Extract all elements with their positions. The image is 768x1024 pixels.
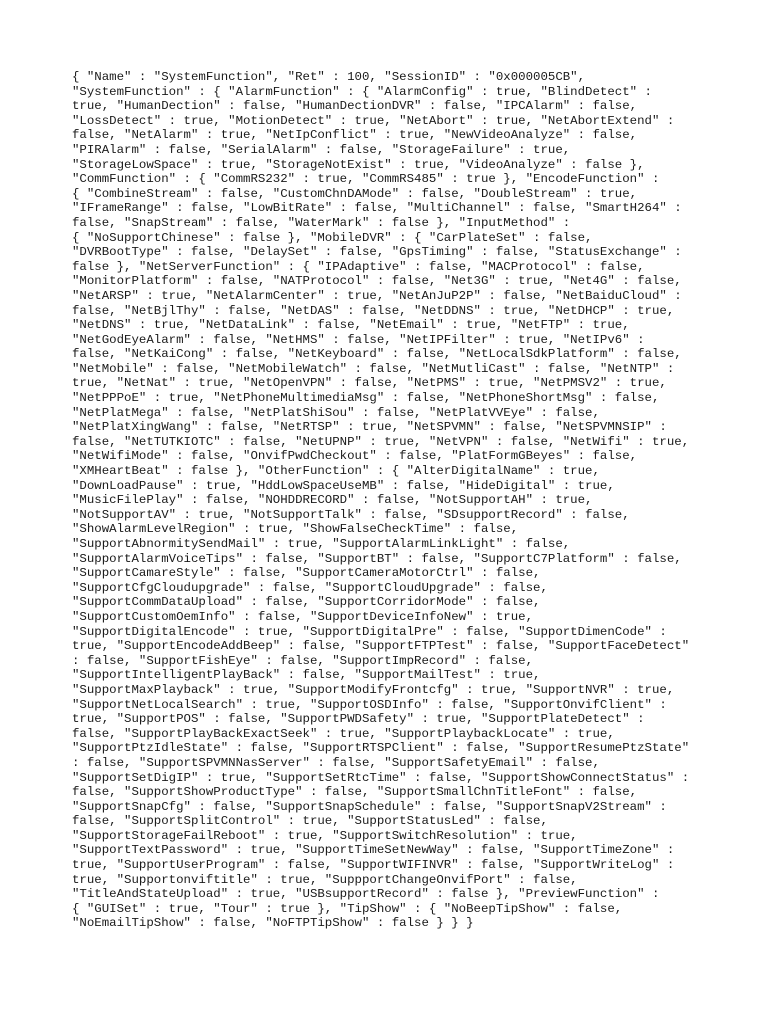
- text-line: "SupportCfgCloudupgrade" : false, "SupportCloudUpgrade" : false,: [72, 580, 548, 595]
- text-line: true, "NetNat" : true, "NetOpenVPN" : false, "NetPMS" : true, "NetPMSV2" : true,: [72, 376, 667, 391]
- text-line: true, "HumanDection" : false, "HumanDectionDVR" : false, "IPCAlarm" : false,: [72, 99, 638, 114]
- text-line: "NetGodEyeAlarm" : false, "NetHMS" : false, "NetIPFilter" : true, "NetIPv6" :: [72, 332, 645, 347]
- text-line: "NotSupportAV" : true, "NotSupportTalk" : false, "SDsupportRecord" : false,: [72, 507, 630, 522]
- text-line: false, "NetAlarm" : true, "NetIpConflict" : true, "NewVideoAnalyze" : false,: [72, 128, 638, 143]
- text-line: false, "NetTUTKIOTC" : false, "NetUPNP" : true, "NetVPN" : false, "NetWifi" : true,: [72, 434, 690, 449]
- text-line: "SupportMaxPlayback" : true, "SupportModifyFrontcfg" : true, "SupportNVR" : true,: [72, 682, 675, 697]
- text-line: "NetPlatMega" : false, "NetPlatShiSou" : false, "NetPlatVVEye" : false,: [72, 405, 600, 420]
- text-line: "DownLoadPause" : true, "HddLowSpaceUseMB" : false, "HideDigital" : true,: [72, 478, 615, 493]
- text-line: "CommFunction" : { "CommRS232" : true, "CommRS485" : true }, "EncodeFunction" :: [72, 172, 660, 187]
- text-line: "DVRBootType" : false, "DelaySet" : false, "GpsTiming" : false, "StatusExchange" :: [72, 245, 682, 260]
- text-line: "SupportAlarmVoiceTips" : false, "SupportBT" : false, "SupportC7Platform" : false,: [72, 551, 682, 566]
- text-line: "SupportPtzIdleState" : false, "SupportRTSPClient" : false, "SupportResumePtzState": [72, 741, 690, 756]
- text-line: "XMHeartBeat" : false }, "OtherFunction" : { "AlterDigitalName" : true,: [72, 464, 600, 479]
- text-line: { "CombineStream" : false, "CustomChnDAMode" : false, "DoubleStream" : true,: [72, 186, 638, 201]
- text-line: "NetPPPoE" : true, "NetPhoneMultimediaMsg" : false, "NetPhoneShortMsg" : false,: [72, 391, 660, 406]
- text-line: "SupportCustomOemInfo" : false, "SupportDeviceInfoNew" : true,: [72, 609, 534, 624]
- text-line: false, "SnapStream" : false, "WaterMark" : false }, "InputMethod" :: [72, 215, 571, 230]
- text-line: "TitleAndStateUpload" : true, "USBsupportRecord" : false }, "PreviewFunction" :: [72, 887, 660, 902]
- json-text-block: [72, 70, 702, 931]
- text-line: { "NoSupportChinese" : false }, "MobileDVR" : { "CarPlateSet" : false,: [72, 230, 593, 245]
- text-line: "SupportIntelligentPlayBack" : false, "SupportMailTest" : true,: [72, 668, 541, 683]
- text-line: true, "Supportonviftitle" : true, "SuppportChangeOnvifPort" : false,: [72, 872, 578, 887]
- text-line: "SupportSetDigIP" : true, "SupportSetRtcTime" : false, "SupportShowConnectStatus" :: [72, 770, 690, 785]
- text-line: { "GUISet" : true, "Tour" : true }, "TipShow" : { "NoBeepTipShow" : false,: [72, 901, 623, 916]
- text-line: "NetARSP" : true, "NetAlarmCenter" : true, "NetAnJuP2P" : false, "NetBaiduCloud" :: [72, 288, 682, 303]
- text-line: "SupportAbnormitySendMail" : true, "SupportAlarmLinkLight" : false,: [72, 537, 571, 551]
- text-line: "MusicFilePlay" : false, "NOHDDRECORD" : false, "NotSupportAH" : true,: [72, 493, 593, 508]
- text-line: false, "NetBjlThy" : false, "NetDAS" : false, "NetDDNS" : true, "NetDHCP" : true,: [72, 303, 675, 318]
- text-line: "SupportSnapCfg" : false, "SupportSnapSchedule" : false, "SupportSnapV2Stream" :: [72, 799, 667, 814]
- text-line: "ShowAlarmLevelRegion" : true, "ShowFalseCheckTime" : false,: [72, 522, 519, 537]
- text-line: false }, "NetServerFunction" : { "IPAdaptive" : false, "MACProtocol" : false,: [72, 259, 645, 274]
- text-line: false, "SupportShowProductType" : false, "SupportSmallChnTitleFont" : false,: [72, 785, 638, 800]
- text-line: false, "NetKaiCong" : false, "NetKeyboard" : false, "NetLocalSdkPlatform" : false,: [72, 347, 682, 362]
- text-line: : false, "SupportSPVMNNasServer" : false, "SupportSafetyEmail" : false,: [72, 755, 600, 770]
- text-line: false, "SupportPlayBackExactSeek" : true, "SupportPlaybackLocate" : true,: [72, 726, 615, 741]
- text-line: "PIRAlarm" : false, "SerialAlarm" : false, "StorageFailure" : true,: [72, 142, 571, 157]
- text-line: "NetMobile" : false, "NetMobileWatch" : false, "NetMutliCast" : false, "NetNTP" :: [72, 361, 675, 376]
- text-line: "SupportCommDataUpload" : false, "SupportCorridorMode" : false,: [72, 595, 541, 610]
- text-line: true, "SupportEncodeAddBeep" : false, "SupportFTPTest" : false, "SupportFaceDetect": [72, 639, 690, 654]
- text-line: "MonitorPlatform" : false, "NATProtocol" : false, "Net3G" : true, "Net4G" : false,: [72, 274, 682, 289]
- text-line: true, "SupportPOS" : false, "SupportPWDSafety" : true, "SupportPlateDetect" :: [72, 712, 645, 727]
- text-line: "LossDetect" : true, "MotionDetect" : true, "NetAbort" : true, "NetAbortExtend" :: [72, 113, 675, 128]
- text-line: "SupportCamareStyle" : false, "SupportCameraMotorCtrl" : false,: [72, 566, 541, 581]
- text-line: "IFrameRange" : false, "LowBitRate" : false, "MultiChannel" : false, "SmartH264" :: [72, 201, 682, 216]
- text-line: { "Name" : "SystemFunction", "Ret" : 100, "SessionID" : "0x000005CB",: [72, 70, 586, 84]
- text-line: false, "SupportSplitControl" : true, "SupportStatusLed" : false,: [72, 814, 548, 829]
- text-line: "SupportStorageFailReboot" : true, "SupportSwitchResolution" : true,: [72, 828, 578, 843]
- text-line: "SystemFunction" : { "AlarmFunction" : { "AlarmConfig" : true, "BlindDetect" :: [72, 84, 652, 99]
- text-line: "NetPlatXingWang" : false, "NetRTSP" : true, "NetSPVMN" : false, "NetSPVMNSIP" :: [72, 420, 667, 435]
- text-line: "SupportDigitalEncode" : true, "SupportDigitalPre" : false, "SupportDimenCode" :: [72, 624, 667, 639]
- text-line: "NetDNS" : true, "NetDataLink" : false, "NetEmail" : true, "NetFTP" : true,: [72, 318, 630, 333]
- text-line: : false, "SupportFishEye" : false, "SupportImpRecord" : false,: [72, 653, 534, 668]
- text-line: "SupportTextPassword" : true, "SupportTimeSetNewWay" : false, "SupportTimeZone" :: [72, 843, 675, 858]
- text-line: "StorageLowSpace" : true, "StorageNotExist" : true, "VideoAnalyze" : false },: [72, 157, 645, 172]
- text-line: true, "SupportUserProgram" : false, "SupportWIFINVR" : false, "SupportWriteLog" :: [72, 858, 675, 873]
- text-line: "NoEmailTipShow" : false, "NoFTPTipShow" : false } } }: [72, 916, 474, 931]
- text-line: "SupportNetLocalSearch" : true, "SupportOSDInfo" : false, "SupportOnvifClient" :: [72, 697, 667, 712]
- text-line: "NetWifiMode" : false, "OnvifPwdCheckout" : false, "PlatFormGBeyes" : false,: [72, 449, 638, 464]
